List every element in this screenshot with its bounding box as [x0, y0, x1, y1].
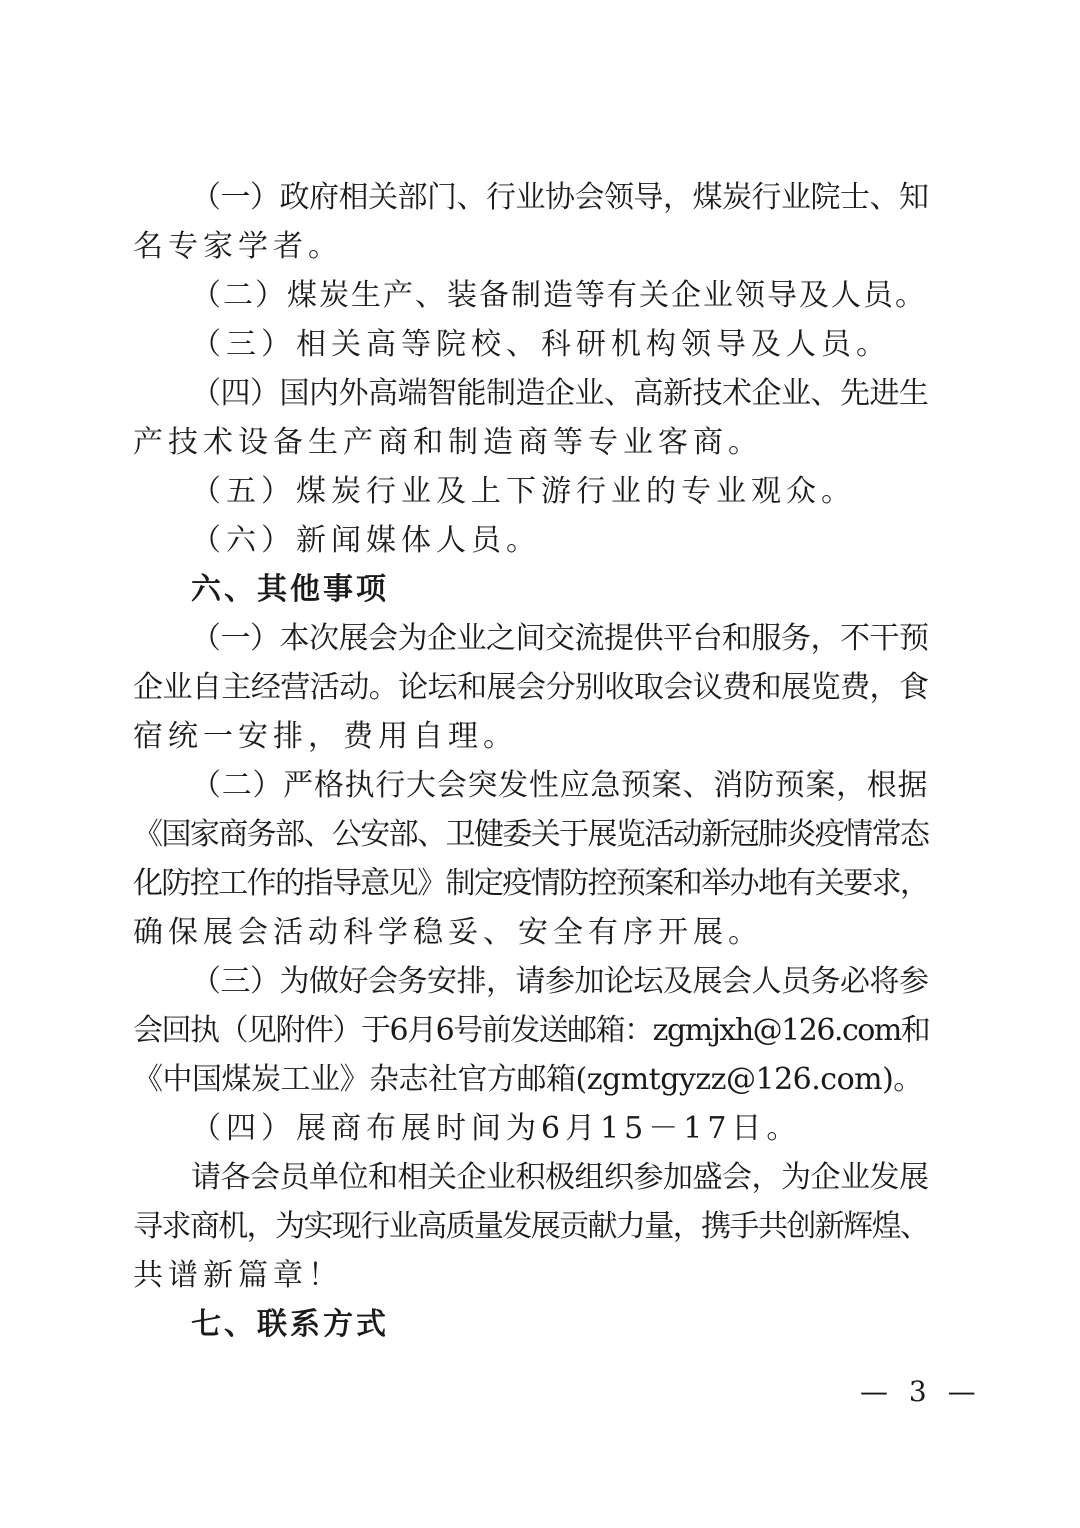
- attendee-item-5: （五）煤炭行业及上下游行业的专业观众。: [191, 474, 856, 509]
- other-item-1-line-2: 企业自主经营活动。论坛和展会分别收取会议费和展览费，食: [133, 670, 928, 705]
- other-item-3-line-2: 会回执（见附件）于6月6号前发送邮箱：zgmjxh@126.com和: [133, 1013, 930, 1048]
- other-item-2-line-2: 《国家商务部、公安部、卫健委关于展览活动新冠肺炎疫情常态: [133, 817, 928, 852]
- attendee-item-6: （六）新闻媒体人员。: [191, 523, 541, 558]
- other-item-3-line-3: 《中国煤炭工业》杂志社官方邮箱(zgmtgyzz@126.com)。: [133, 1062, 923, 1097]
- closing-paragraph-line-3: 共谱新篇章！: [133, 1258, 343, 1293]
- attendee-item-2: （二）煤炭生产、装备制造等有关企业领导及人员。: [191, 278, 927, 313]
- attendee-item-1-line-1: （一）政府相关部门、行业协会领导，煤炭行业院士、知: [191, 180, 929, 215]
- attendee-item-4-line-2: 产技术设备生产商和制造商等专业客商。: [133, 425, 763, 460]
- other-item-1-line-1: （一）本次展会为企业之间交流提供平台和服务，不干预: [191, 621, 929, 656]
- other-item-2-line-3: 化防控工作的指导意见》制定疫情防控预案和举办地有关要求，: [133, 866, 928, 901]
- section-heading-contact: 七、联系方式: [191, 1307, 389, 1342]
- other-item-1-line-3: 宿统一安排，费用自理。: [133, 719, 518, 754]
- closing-paragraph-line-2: 寻求商机，为实现行业高质量发展贡献力量，携手共创新辉煌、: [133, 1209, 928, 1244]
- attendee-item-4-line-1: （四）国内外高端智能制造企业、高新技术企业、先进生: [191, 376, 929, 411]
- page-number: — 3 —: [860, 1375, 982, 1408]
- closing-paragraph-line-1: 请各会员单位和相关企业积极组织参加盛会，为企业发展: [191, 1160, 929, 1195]
- section-heading-other-matters: 六、其他事项: [191, 572, 389, 607]
- other-item-4: （四）展商布展时间为6月15－17日。: [191, 1111, 802, 1146]
- attendee-item-1-line-2: 名专家学者。: [133, 229, 343, 264]
- other-item-2-line-4: 确保展会活动科学稳妥、安全有序开展。: [133, 915, 763, 950]
- attendee-item-3: （三）相关高等院校、科研机构领导及人员。: [191, 327, 891, 362]
- other-item-3-line-1: （三）为做好会务安排，请参加论坛及展会人员务必将参: [191, 964, 929, 999]
- other-item-2-line-1: （二）严格执行大会突发性应急预案、消防预案，根据: [191, 768, 928, 803]
